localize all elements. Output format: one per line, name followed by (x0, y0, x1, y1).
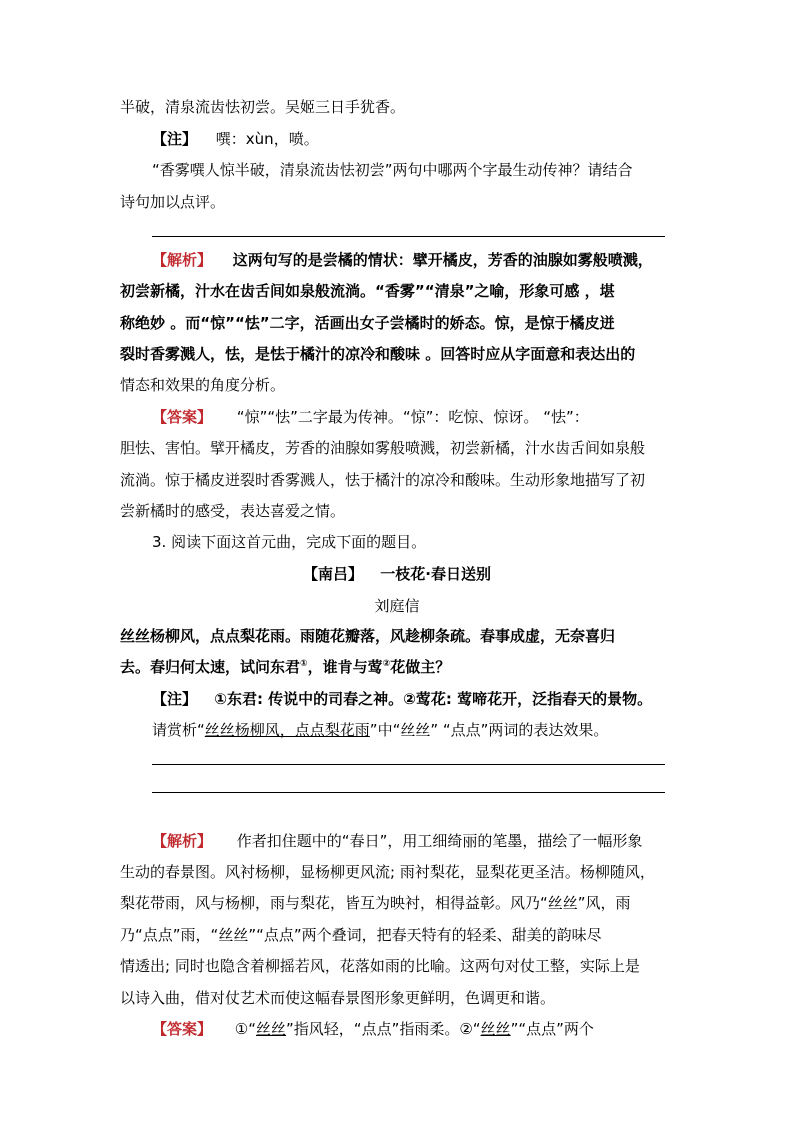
question-3-intro: 3. 阅读下面这首元曲，完成下面的题目。 (152, 533, 427, 551)
poem-note-label: 【注】 (152, 690, 198, 708)
answer-2-underlined-2: 丝丝 (480, 1020, 511, 1038)
footnote-mark-1: ① (300, 659, 308, 669)
answer-1-line-3: 流淌。惊于橘皮迸裂时香雾溅人，怯于橘汁的凉冷和酸味。生动形象地描写了初 (120, 471, 646, 489)
poem-line-1: 丝丝杨柳风，点点梨花雨。雨随花瓣落，风趁柳条疏。春事成虚，无奈喜归 (120, 627, 616, 645)
question-line-2: 诗句加以点评。 (120, 193, 226, 211)
analysis-2-line-1 (152, 831, 642, 851)
analysis-2-line-5: 情透出; 同时也隐含着柳摇若风，花落如雨的比喻。这两句对仗工整，实际上是 (120, 957, 640, 975)
note-label: 【注】 (152, 130, 198, 148)
analysis-2-line-4: 乃“点点”雨，“丝丝”“点点”两个叠词，把春天特有的轻柔、甜美的韵味尽 (120, 926, 602, 944)
poem-line-2b: ，谁肯与莺 (307, 658, 383, 676)
note-text: 噀：xùn，喷。 (215, 130, 319, 148)
answer-2-underlined-1: 丝丝 (256, 1020, 287, 1038)
poem-line-2a: 去。春归何太速，试问东君 (120, 658, 301, 676)
answer-2-label: 【答案】 (152, 1020, 213, 1038)
question-3-suffix: ”中“丝丝” “点点”两词的表达效果。 (369, 721, 609, 739)
analysis-text: 这两句写的是尝橘的情状：擘开橘皮，芳香的油腺如雾般喷溅， (232, 251, 653, 269)
analysis-label: 【解析】 (152, 251, 213, 269)
poem-line-2 (120, 657, 450, 677)
answer-1-line-1 (152, 407, 589, 427)
note-line (152, 129, 319, 149)
analysis-2-line-3: 梨花带雨，风与杨柳，雨与梨花，皆互为映衬，相得益彰。风乃“丝丝”风，雨 (120, 894, 631, 912)
analysis-2-line-2: 生动的春景图。风衬杨柳，显杨柳更风流; 雨衬梨花，显梨花更圣洁。杨柳随风， (120, 863, 655, 881)
footnote-mark-2: ② (382, 659, 391, 669)
poem-continuation: 半破，清泉流齿怯初尝。吴姬三日手犹香。 (120, 98, 406, 116)
answer-label: 【答案】 (152, 408, 213, 426)
analysis-2-line-6: 以诗入曲，借对仗艺术而使这幅春景图形象更鲜明，色调更和谐。 (120, 989, 556, 1007)
poem-title-name: 一枝花·春日送别 (380, 565, 491, 583)
analysis-2-label: 【解析】 (152, 832, 213, 850)
analysis-1-line-1 (152, 250, 653, 270)
answer-2-line-1 (152, 1019, 594, 1039)
analysis-1-line-2: 初尝新橘，汁水在齿舌间如泉般流淌。“香雾”“清泉”之喻，形象可感 ，堪 (120, 282, 615, 300)
analysis-1-line-3: 称绝妙 。而“惊”“怯”二字，活画出女子尝橘时的娇态。惊，是惊于橘皮迸 (120, 314, 615, 332)
answer-rule-2 (152, 792, 665, 793)
poem-note-text: ①东君: 传说中的司春之神。②莺花: 莺啼花开，泛指春天的景物。 (214, 690, 653, 708)
analysis-1-line-4: 裂时香雾溅人，怯，是怯于橘汁的凉冷和酸味 。回答时应从字面意和表达出的 (120, 345, 636, 363)
poem-author: 刘庭信 (374, 597, 420, 615)
analysis-1-line-5: 情态和效果的角度分析。 (120, 376, 286, 394)
question-3-prefix: 请赏析“ (152, 721, 205, 739)
question-line-1: “香雾噀人惊半破，清泉流齿怯初尝”两句中哪两个字最生动传神？请结合 (152, 161, 633, 179)
poem-note-line (152, 689, 652, 709)
answer-1-line-2: 胆怯、害怕。擘开橘皮，芳香的油腺如雾般喷溅，初尝新橘，汁水齿舌间如泉般 (120, 439, 646, 457)
poem-title-tag: 【南吕】 (303, 565, 364, 583)
answer-2-part-b: ”指风轻，“点点”指雨柔。②“ (286, 1020, 481, 1038)
answer-rule (152, 236, 665, 237)
poem-title (0, 563, 794, 584)
question-3-quote: 丝丝杨柳风，点点梨花雨 (204, 721, 370, 739)
answer-2-part-a: ①“ (234, 1020, 257, 1038)
answer-text: “惊”“怯”二字最为传神。“惊”：吃惊、惊讶。 “怯”： (236, 408, 589, 426)
answer-1-line-4: 尝新橘时的感受，表达喜爱之情。 (120, 502, 346, 520)
answer-rule-1 (152, 764, 665, 765)
poem-line-2c: 花做主？ (390, 658, 451, 676)
analysis-2-text: 作者扣住题中的“春日”，用工细绮丽的笔墨，描绘了一幅形象 (236, 832, 643, 850)
question-3-prompt (152, 720, 608, 740)
answer-2-part-c: ”“点点”两个 (510, 1020, 594, 1038)
